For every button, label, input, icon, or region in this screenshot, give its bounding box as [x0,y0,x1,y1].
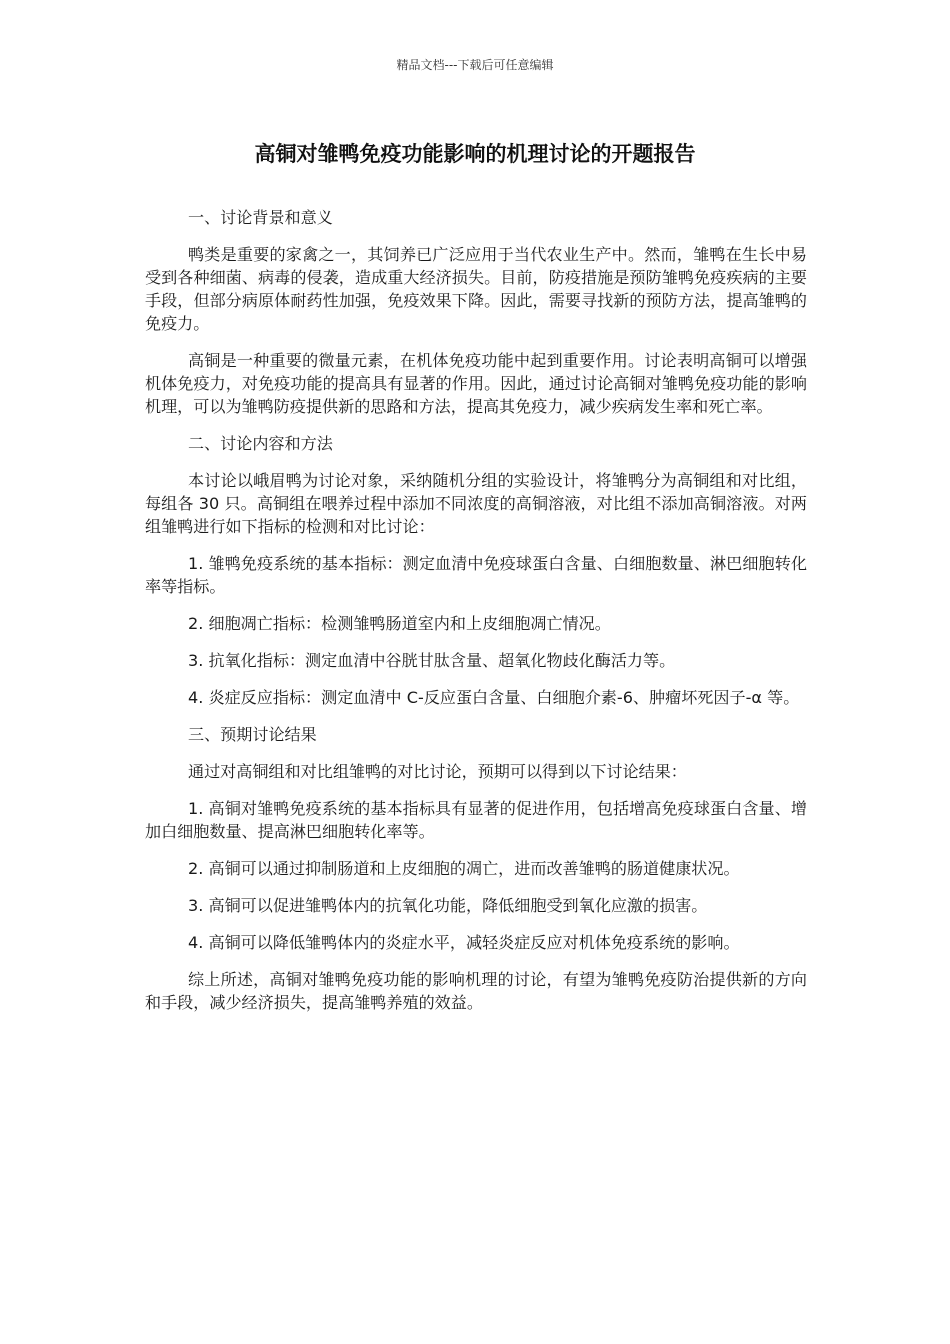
list-item: 4. 炎症反应指标：测定血清中 C-反应蛋白含量、白细胞介素-6、肿瘤坏死因子-α 等。 [188,688,800,707]
list-item: 1. 雏鸭免疫系统的基本指标：测定血清中免疫球蛋白含量、白细胞数量、淋巴细胞转化率等指标。 [145,554,807,596]
section-heading-background: 一、讨论背景和意义 [188,208,333,227]
document-title: 高铜对雏鸭免疫功能影响的机理讨论的开题报告 [254,142,696,166]
list-item: 3. 抗氧化指标：测定血清中谷胱甘肽含量、超氧化物歧化酶活力等。 [188,651,676,670]
document-body [145,206,807,1028]
paragraph: 综上所述，高铜对雏鸭免疫功能的影响机理的讨论，有望为雏鸭免疫防治提供新的方向和手段，减少经济损失，提高雏鸭养殖的效益。 [145,970,807,1012]
section-heading-methods: 二、讨论内容和方法 [188,434,333,453]
list-item: 1. 高铜对雏鸭免疫系统的基本指标具有显著的促进作用，包括增高免疫球蛋白含量、增加白细胞数量、提高淋巴细胞转化率等。 [145,799,807,841]
list-item: 3. 高铜可以促进雏鸭体内的抗氧化功能，降低细胞受到氧化应激的损害。 [188,896,708,915]
paragraph: 鸭类是重要的家禽之一，其饲养已广泛应用于当代农业生产中。然而，雏鸭在生长中易受到各种细菌、病毒的侵袭，造成重大经济损失。目前，防疫措施是预防雏鸭免疫疾病的主要手段，但部分病原体耐药性加强，免疫效果下降。因此，需要寻找新的预防方法，提高雏鸭的免疫力。 [145,245,807,333]
list-item: 4. 高铜可以降低雏鸭体内的炎症水平，减轻炎症反应对机体免疫系统的影响。 [188,933,740,952]
paragraph: 高铜是一种重要的微量元素，在机体免疫功能中起到重要作用。讨论表明高铜可以增强机体免疫力，对免疫功能的提高具有显著的作用。因此，通过讨论高铜对雏鸭免疫功能的影响机理，可以为雏鸭防疫提供新的思路和方法，提高其免疫力，减少疾病发生率和死亡率。 [145,351,807,416]
list-item: 2. 高铜可以通过抑制肠道和上皮细胞的凋亡，进而改善雏鸭的肠道健康状况。 [188,859,740,878]
section-heading-results: 三、预期讨论结果 [188,725,317,744]
page-header: 精品文档---下载后可任意编辑 [396,58,554,72]
paragraph: 本讨论以峨眉鸭为讨论对象，采纳随机分组的实验设计，将雏鸭分为高铜组和对比组，每组各 30 只。高铜组在喂养过程中添加不同浓度的高铜溶液，对比组不添加高铜溶液。对两组雏鸭进行如下指标的检测和对比讨论： [145,471,807,536]
list-item: 2. 细胞凋亡指标：检测雏鸭肠道室内和上皮细胞凋亡情况。 [188,614,611,633]
paragraph: 通过对高铜组和对比组雏鸭的对比讨论，预期可以得到以下讨论结果： [188,762,687,781]
